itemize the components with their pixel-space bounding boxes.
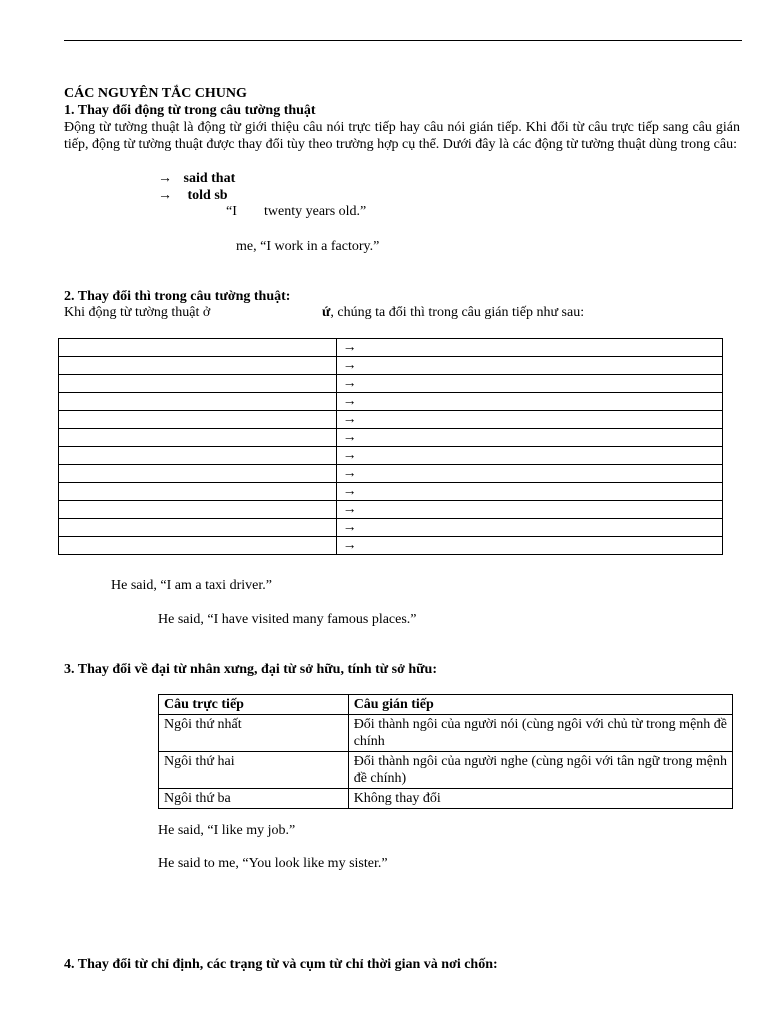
arrow-icon: → [336, 501, 722, 519]
table-row [59, 465, 723, 483]
section-2-example-1: He said, “I am a taxi driver.” [111, 578, 272, 593]
arrow-icon: → [336, 537, 722, 555]
arrow-icon: → [158, 171, 172, 186]
arrow-icon: → [336, 411, 722, 429]
table-row [59, 429, 723, 447]
section-2-title: 2. Thay đổi thì trong câu tường thuật: [64, 289, 291, 304]
header-rule [64, 40, 742, 41]
section-3-example-1: He said, “I like my job.” [158, 823, 296, 838]
section-3-example-2: He said to me, “You look like my sister.” [158, 856, 388, 871]
table-header-row [159, 695, 733, 715]
tense-change-table [58, 338, 723, 555]
table-cell: Không thay đổi [348, 789, 732, 809]
section-2-example-2: He said, “I have visited many famous places.” [158, 612, 417, 627]
table-row [59, 393, 723, 411]
example-1a: “I [226, 204, 237, 219]
section-heading: CÁC NGUYÊN TẮC CHUNG [64, 86, 247, 101]
section-3-title: 3. Thay đổi về đại từ nhân xưng, đại từ sở hữu, tính từ sở hữu: [64, 662, 437, 677]
section-1-title: 1. Thay đổi động từ trong câu tường thuật [64, 103, 316, 118]
section-4-title: 4. Thay đổi từ chỉ định, các trạng từ và cụm từ chỉ thời gian và nơi chốn: [64, 957, 498, 972]
table-row [59, 375, 723, 393]
reporting-verb-item: → told sb [158, 188, 228, 203]
arrow-icon: → [336, 483, 722, 501]
arrow-icon: → [336, 393, 722, 411]
pronoun-table [158, 694, 733, 809]
table-cell: Ngôi thứ hai [159, 752, 349, 789]
table-row [59, 501, 723, 519]
arrow-icon: → [336, 357, 722, 375]
table-cell: Đổi thành ngôi của người nghe (cùng ngôi với tân ngữ trong mệnh đề chính) [348, 752, 732, 789]
table-row [59, 339, 723, 357]
section-2-intro: Khi động từ tường thuật ở [64, 305, 211, 320]
arrow-icon: → [336, 429, 722, 447]
table-row [59, 357, 723, 375]
table-row [159, 752, 733, 789]
section-2-intro-rest: ứ, chúng ta đổi thì trong câu gián tiếp như sau: [322, 305, 585, 320]
table-row [59, 483, 723, 501]
table-cell: Đổi thành ngôi của người nói (cùng ngôi với chủ từ trong mệnh đề chính [348, 715, 732, 752]
table-row [59, 537, 723, 555]
arrow-icon: → [336, 519, 722, 537]
table-row [59, 411, 723, 429]
section-1-paragraph: Động từ tường thuật là động từ giới thiệu câu nói trực tiếp hay câu nói gián tiếp. Khi đổi từ câu trực tiếp sang câu gián tiếp, động từ tường thuật được thay đổi tùy theo trường hợp cụ thể. Dưới đây là các động từ tường thuật dùng trong câu: [64, 120, 740, 152]
reporting-verb-item: → said that [158, 171, 236, 186]
table-row [59, 519, 723, 537]
arrow-icon: → [158, 188, 172, 203]
example-2: me, “I work in a factory.” [236, 239, 380, 254]
table-row [159, 789, 733, 809]
column-header: Câu gián tiếp [348, 695, 732, 715]
table-row [59, 447, 723, 465]
column-header: Câu trực tiếp [159, 695, 349, 715]
arrow-icon: → [336, 465, 722, 483]
table-cell: Ngôi thứ ba [159, 789, 349, 809]
example-1b: twenty years old.” [264, 204, 367, 219]
table-cell: Ngôi thứ nhất [159, 715, 349, 752]
table-row [159, 715, 733, 752]
arrow-icon: → [336, 375, 722, 393]
arrow-icon: → [336, 339, 722, 357]
arrow-icon: → [336, 447, 722, 465]
